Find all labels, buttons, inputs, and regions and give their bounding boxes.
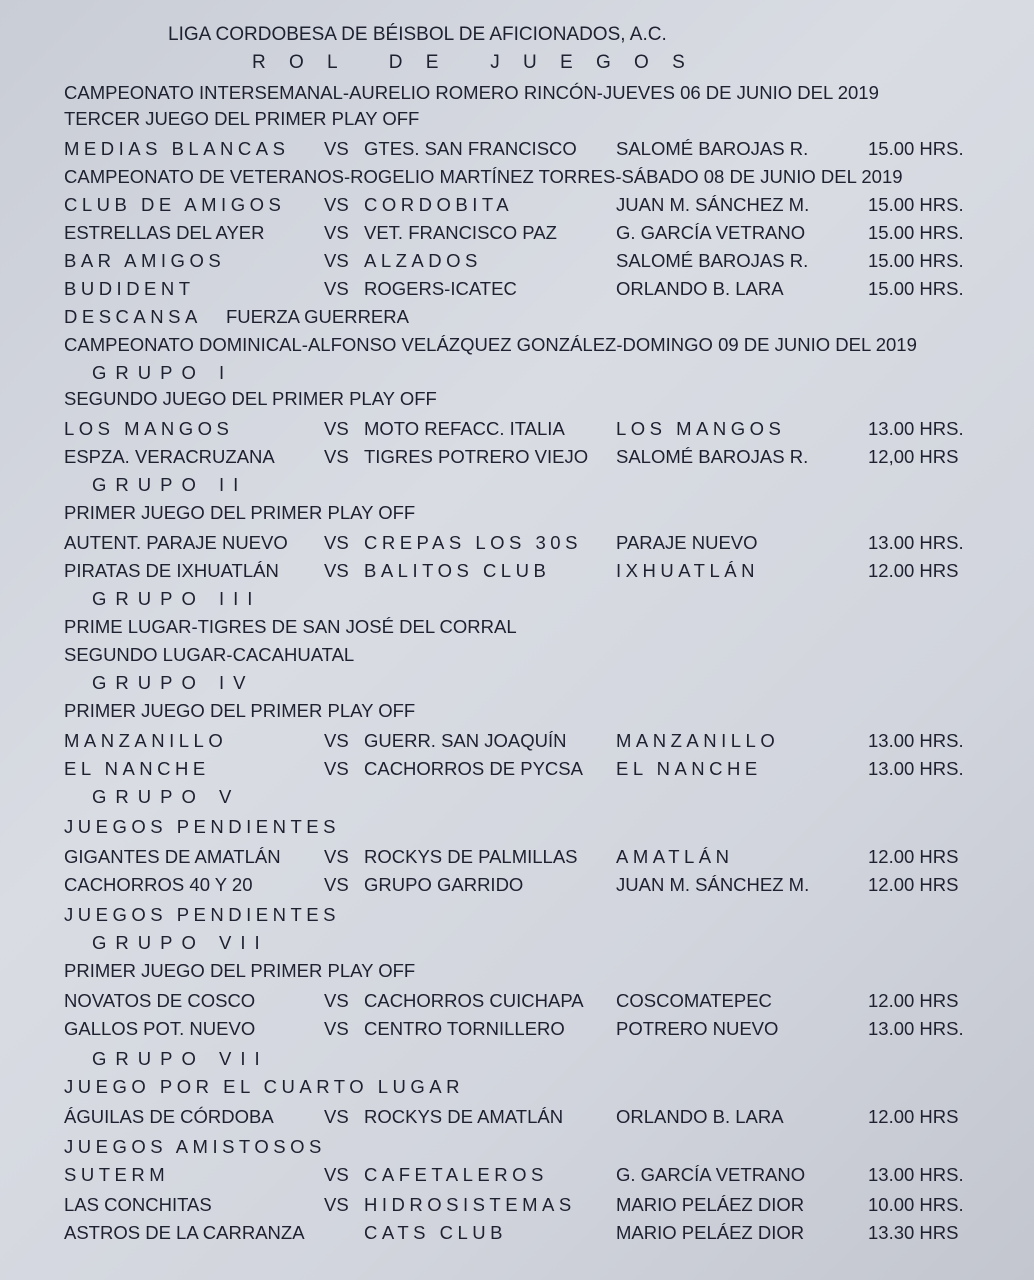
field-name: SALOMÉ BAROJAS R. [616, 138, 809, 159]
away-team: CREPAS LOS 30S [364, 532, 582, 553]
vs-label: VS [324, 1106, 349, 1127]
section-heading-line [0, 1072, 1034, 1101]
section-heading-line [0, 78, 1034, 107]
home-team: BAR AMIGOS [64, 250, 226, 271]
group-heading-line [0, 358, 1034, 387]
home-team: ASTROS DE LA CARRANZA [64, 1222, 305, 1243]
game-time: 12.00 HRS [868, 874, 959, 895]
game-row [0, 556, 1034, 585]
vs-label: VS [324, 446, 349, 467]
section-heading-line [0, 1132, 1034, 1161]
game-time: 13.00 HRS. [868, 532, 964, 553]
vs-label: VS [324, 758, 349, 779]
vs-label: VS [324, 846, 349, 867]
group-heading: GRUPO V [92, 786, 241, 807]
section-heading-line [0, 162, 1034, 191]
game-row [0, 754, 1034, 783]
field-name: IXHUATLÁN [616, 560, 759, 581]
section-heading: JUEGOS PENDIENTES [64, 904, 340, 925]
game-time: 12,00 HRS [868, 446, 959, 467]
vs-label: VS [324, 560, 349, 581]
section-heading: CAMPEONATO INTERSEMANAL-AURELIO ROMERO RINCÓN-JUEVES 06 DE JUNIO DEL 2019 [64, 82, 879, 103]
field-name: MANZANILLO [616, 730, 780, 751]
game-row [0, 528, 1034, 557]
away-team: VET. FRANCISCO PAZ [364, 222, 557, 243]
game-time: 10.00 HRS. [868, 1194, 964, 1215]
game-time: 15.00 HRS. [868, 278, 964, 299]
home-team: CACHORROS 40 Y 20 [64, 874, 253, 895]
section-heading: JUEGOS AMISTOSOS [64, 1136, 326, 1157]
home-team: ÁGUILAS DE CÓRDOBA [64, 1106, 274, 1127]
vs-label: VS [324, 278, 349, 299]
group-heading-line [0, 584, 1034, 613]
game-row [0, 842, 1034, 871]
game-row [0, 246, 1034, 275]
group-heading-line [0, 928, 1034, 957]
section-heading-line [0, 330, 1034, 359]
section-heading-line [0, 956, 1034, 985]
group-heading: GRUPO II [92, 474, 248, 495]
game-row [0, 218, 1034, 247]
game-time: 15.00 HRS. [868, 138, 964, 159]
group-heading-line [0, 1044, 1034, 1073]
game-row [0, 986, 1034, 1015]
group-heading: GRUPO VII [92, 932, 269, 953]
game-time: 13.30 HRS [868, 1222, 959, 1243]
field-name: EL NANCHE [616, 758, 762, 779]
field-name: MARIO PELÁEZ DIOR [616, 1194, 805, 1215]
subtitle-line [0, 48, 1034, 77]
field-name: G. GARCÍA VETRANO [616, 222, 806, 243]
group-heading: GRUPO IV [92, 672, 255, 693]
away-team: GUERR. SAN JOAQUÍN [364, 730, 567, 751]
home-team: BUDIDENT [64, 278, 195, 299]
field-name: COSCOMATEPEC [616, 990, 772, 1011]
home-team: CLUB DE AMIGOS [64, 194, 286, 215]
away-team: CACHORROS CUICHAPA [364, 990, 584, 1011]
game-time: 15.00 HRS. [868, 250, 964, 271]
field-name: ORLANDO B. LARA [616, 1106, 784, 1127]
section-heading: SEGUNDO JUEGO DEL PRIMER PLAY OFF [64, 388, 437, 409]
field-name: LOS MANGOS [616, 418, 786, 439]
group-heading-line [0, 668, 1034, 697]
game-time: 13.00 HRS. [868, 730, 964, 751]
game-row [0, 190, 1034, 219]
section-heading-line [0, 104, 1034, 133]
away-team: CAFETALEROS [364, 1164, 548, 1185]
rest-team: FUERZA GUERRERA [226, 306, 409, 327]
section-heading-line [0, 640, 1034, 669]
field-name: JUAN M. SÁNCHEZ M. [616, 874, 810, 895]
section-heading: PRIMER JUEGO DEL PRIMER PLAY OFF [64, 700, 416, 721]
home-team: ESTRELLAS DEL AYER [64, 222, 265, 243]
section-heading-line [0, 612, 1034, 641]
group-heading: GRUPO VII [92, 1048, 269, 1069]
section-heading-line [0, 812, 1034, 841]
section-heading: PRIME LUGAR-TIGRES DE SAN JOSÉ DEL CORRAL [64, 616, 517, 637]
game-time: 13.00 HRS. [868, 758, 964, 779]
vs-label: VS [324, 194, 349, 215]
home-team: ESPZA. VERACRUZANA [64, 446, 275, 467]
game-time: 12.00 HRS [868, 846, 959, 867]
away-team: MOTO REFACC. ITALIA [364, 418, 565, 439]
game-row [0, 726, 1034, 755]
group-heading: GRUPO I [92, 362, 234, 383]
game-row [0, 1218, 1034, 1247]
home-team: AUTENT. PARAJE NUEVO [64, 532, 288, 553]
rest-label: DESCANSA [64, 306, 202, 327]
league-title: LIGA CORDOBESA DE BÉISBOL DE AFICIONADOS, A.C. [168, 24, 667, 45]
away-team: CACHORROS DE PYCSA [364, 758, 583, 779]
game-time: 13.00 HRS. [868, 1018, 964, 1039]
game-time: 15.00 HRS. [868, 194, 964, 215]
away-team: ALZADOS [364, 250, 482, 271]
home-team: MEDIAS BLANCAS [64, 138, 290, 159]
section-heading: PRIMER JUEGO DEL PRIMER PLAY OFF [64, 960, 416, 981]
field-name: ORLANDO B. LARA [616, 278, 784, 299]
vs-label: VS [324, 1018, 349, 1039]
vs-label: VS [324, 730, 349, 751]
section-heading: JUEGOS PENDIENTES [64, 816, 340, 837]
field-name: PARAJE NUEVO [616, 532, 758, 553]
home-team: NOVATOS DE COSCO [64, 990, 256, 1011]
vs-label: VS [324, 532, 349, 553]
home-team: MANZANILLO [64, 730, 228, 751]
section-heading: CAMPEONATO DE VETERANOS-ROGELIO MARTÍNEZ TORRES-SÁBADO 08 DE JUNIO DEL 2019 [64, 166, 903, 187]
vs-label: VS [324, 874, 349, 895]
vs-label: VS [324, 222, 349, 243]
away-team: HIDROSISTEMAS [364, 1194, 576, 1215]
vs-label: VS [324, 1164, 349, 1185]
field-name: SALOMÉ BAROJAS R. [616, 446, 809, 467]
game-time: 12.00 HRS [868, 1106, 959, 1127]
away-team: CENTRO TORNILLERO [364, 1018, 565, 1039]
game-row [0, 414, 1034, 443]
away-team: GTES. SAN FRANCISCO [364, 138, 577, 159]
game-time: 13.00 HRS. [868, 1164, 964, 1185]
vs-label: VS [324, 138, 349, 159]
field-name: G. GARCÍA VETRANO [616, 1164, 806, 1185]
section-heading-line [0, 900, 1034, 929]
section-heading: JUEGO POR EL CUARTO LUGAR [64, 1076, 464, 1097]
away-team: CORDOBITA [364, 194, 514, 215]
vs-label: VS [324, 418, 349, 439]
away-team: ROCKYS DE PALMILLAS [364, 846, 578, 867]
section-heading-line [0, 384, 1034, 413]
game-row [0, 442, 1034, 471]
home-team: EL NANCHE [64, 758, 210, 779]
away-team: CATS CLUB [364, 1222, 507, 1243]
home-team: GIGANTES DE AMATLÁN [64, 846, 281, 867]
home-team: SUTERM [64, 1164, 170, 1185]
group-heading: GRUPO III [92, 588, 262, 609]
document-subtitle: R O L D E J U E G O S [252, 52, 694, 73]
away-team: ROCKYS DE AMATLÁN [364, 1106, 564, 1127]
game-time: 13.00 HRS. [868, 418, 964, 439]
game-row [0, 274, 1034, 303]
away-team: ROGERS-ICATEC [364, 278, 517, 299]
game-row [0, 870, 1034, 899]
field-name: SALOMÉ BAROJAS R. [616, 250, 809, 271]
game-time: 12.00 HRS [868, 990, 959, 1011]
game-row [0, 1014, 1034, 1043]
section-heading-line [0, 696, 1034, 725]
section-heading-line [0, 498, 1034, 527]
home-team: GALLOS POT. NUEVO [64, 1018, 256, 1039]
league-title-line [0, 20, 1034, 49]
game-row [0, 1102, 1034, 1131]
game-time: 12.00 HRS [868, 560, 959, 581]
section-heading: CAMPEONATO DOMINICAL-ALFONSO VELÁZQUEZ GONZÁLEZ-DOMINGO 09 DE JUNIO DEL 2019 [64, 334, 917, 355]
away-team: TIGRES POTRERO VIEJO [364, 446, 589, 467]
home-team: LAS CONCHITAS [64, 1194, 212, 1215]
group-heading-line [0, 782, 1034, 811]
home-team: PIRATAS DE IXHUATLÁN [64, 560, 279, 581]
game-time: 15.00 HRS. [868, 222, 964, 243]
game-row [0, 1160, 1034, 1189]
vs-label: VS [324, 990, 349, 1011]
field-name: POTRERO NUEVO [616, 1018, 779, 1039]
vs-label: VS [324, 1194, 349, 1215]
section-heading: PRIMER JUEGO DEL PRIMER PLAY OFF [64, 502, 416, 523]
away-team: GRUPO GARRIDO [364, 874, 524, 895]
field-name: MARIO PELÁEZ DIOR [616, 1222, 805, 1243]
home-team: LOS MANGOS [64, 418, 234, 439]
rest-line [0, 302, 1034, 331]
game-row [0, 134, 1034, 163]
section-heading: TERCER JUEGO DEL PRIMER PLAY OFF [64, 108, 420, 129]
vs-label: VS [324, 250, 349, 271]
field-name: AMATLÁN [616, 846, 734, 867]
section-heading: SEGUNDO LUGAR-CACAHUATAL [64, 644, 355, 665]
game-row [0, 1190, 1034, 1219]
group-heading-line [0, 470, 1034, 499]
away-team: BALITOS CLUB [364, 560, 551, 581]
field-name: JUAN M. SÁNCHEZ M. [616, 194, 810, 215]
